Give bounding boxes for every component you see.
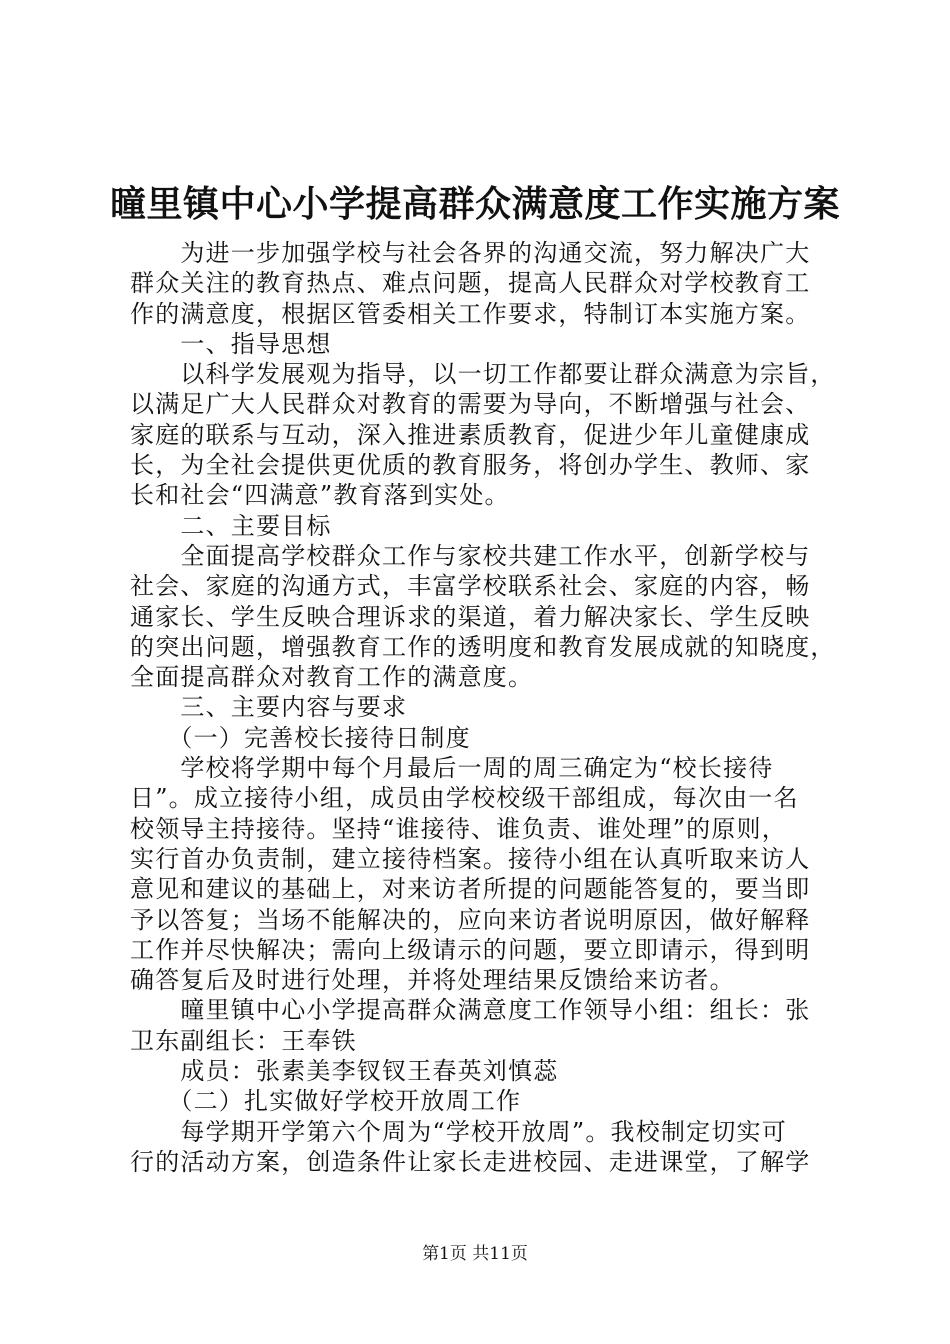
text-line: 社会、家庭的沟通方式，丰富学校联系社会、家庭的内容，畅 xyxy=(130,572,811,601)
text-line: 作的满意度，根据区管委相关工作要求，特制订本实施方案。 xyxy=(130,299,811,328)
text-line: 卫东副组长：王奉铁 xyxy=(130,1026,357,1055)
text-line: 行的活动方案，创造条件让家长走进校园、走进课堂，了解学 xyxy=(130,1147,811,1176)
text-line: 一、指导思想 xyxy=(130,329,332,358)
text-line: 全面提高群众对教育工作的满意度。 xyxy=(130,663,534,692)
text-line: 实行首办负责制，建立接待档案。接待小组在认真听取来访人 xyxy=(130,844,811,873)
text-line: 确答复后及时进行处理，并将处理结果反馈给来访者。 xyxy=(130,966,735,995)
text-line: 三、主要内容与要求 xyxy=(130,693,408,722)
text-line: 工作并尽快解决；需向上级请示的问题，要立即请示，得到明 xyxy=(130,935,811,964)
text-line: 以满足广大人民群众对教育的需要为导向，不断增强与社会、 xyxy=(130,390,811,419)
text-line: 长，为全社会提供更优质的教育服务，将创办学生、教师、家 xyxy=(130,451,811,480)
text-line: 为进一步加强学校与社会各界的沟通交流，努力解决广大 xyxy=(130,239,811,267)
text-line: 家庭的联系与互动，深入推进素质教育，促进少年儿童健康成 xyxy=(130,420,811,449)
text-line: 日”。成立接待小组，成员由学校校级干部组成，每次由一名 xyxy=(130,784,799,813)
text-line: 学校将学期中每个月最后一周的周三确定为“校长接待 xyxy=(130,754,774,783)
text-line: （二）扎实做好学校开放周工作 xyxy=(130,1087,522,1116)
text-line: 以科学发展观为指导，以一切工作都要让群众满意为宗旨， xyxy=(130,360,836,389)
page-footer: 第1页 共11页 xyxy=(422,1244,528,1264)
text-line: 予以答复；当场不能解决的，应向来访者说明原因，做好解释 xyxy=(130,905,811,934)
text-line: 成员：张素美李钗钗王春英刘慎蕊 xyxy=(130,1057,559,1086)
text-line: 校领导主持接待。坚持“谁接待、谁负责、谁处理”的原则， xyxy=(130,814,787,843)
text-line: 长和社会“四满意”教育落到实处。 xyxy=(130,481,510,510)
text-line: 群众关注的教育热点、难点问题，提高人民群众对学校教育工 xyxy=(130,269,811,298)
text-line: 每学期开学第六个周为“学校开放周”。我校制定切实可 xyxy=(130,1117,787,1146)
text-line: 曈里镇中心小学提高群众满意度工作领导小组：组长：张 xyxy=(130,996,811,1025)
document-title: 曈里镇中心小学提高群众满意度工作实施方案 xyxy=(109,184,840,225)
text-line: 二、主要目标 xyxy=(130,511,332,540)
text-line: 意见和建议的基础上，对来访者所提的问题能答复的，要当即 xyxy=(130,875,811,904)
text-line: （一）完善校长接待日制度 xyxy=(130,723,471,752)
document-body xyxy=(130,238,836,1177)
text-line: 通家长、学生反映合理诉求的渠道，着力解决家长、学生反映 xyxy=(130,602,811,631)
text-line: 的突出问题，增强教育工作的透明度和教育发展成就的知晓度， xyxy=(130,632,836,661)
text-line: 全面提高学校群众工作与家校共建工作水平，创新学校与 xyxy=(130,541,811,570)
